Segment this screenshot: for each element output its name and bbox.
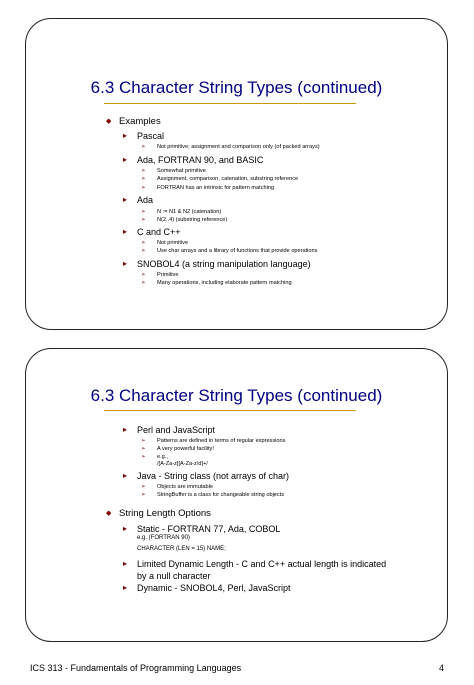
bullet-icon: ▸ <box>123 471 128 480</box>
bullet-text: Dynamic - SNOBOL4, Perl, JavaScript <box>137 583 291 593</box>
bullet-text: Patterns are defined in terms of regular expressions <box>157 438 286 444</box>
slide-2 <box>25 348 448 642</box>
title-underline <box>104 103 356 104</box>
bullet-text: Somewhat primitive <box>157 168 206 174</box>
bullet-text: e.g., <box>157 454 168 460</box>
footer-course: ICS 313 - Fundamentals of Programming Languages <box>30 663 242 673</box>
bullet-icon: ➢ <box>141 209 146 215</box>
bullet-icon: ▸ <box>123 559 128 568</box>
bullet-icon: ▸ <box>123 583 128 592</box>
bullet-icon: ▸ <box>123 131 128 140</box>
bullet-text: by a null character <box>137 571 211 581</box>
bullet-icon: ➢ <box>141 280 146 286</box>
footer-page-number: 4 <box>439 663 445 673</box>
bullet-text: Objects are immutable <box>157 484 213 490</box>
bullet-icon: ➢ <box>141 240 146 246</box>
bullet-text: Perl and JavaScript <box>137 425 216 435</box>
bullet-text: A very powerful facility! <box>157 446 214 452</box>
bullet-icon: ➢ <box>141 446 146 452</box>
bullet-text: Primitive <box>157 272 179 278</box>
bullet-text: Static - FORTRAN 77, Ada, COBOL <box>137 524 281 534</box>
bullet-text: Limited Dynamic Length - C and C++ actual length is indicated <box>137 559 387 569</box>
bullet-icon: ▸ <box>123 524 128 533</box>
bullet-text: StringBuffer is a class for changeable string objects <box>157 492 285 498</box>
bullet-text: N(2..4) (substring reference) <box>157 217 228 223</box>
bullet-icon: ▸ <box>123 195 128 204</box>
bullet-text: Java - String class (not arrays of char) <box>137 471 290 481</box>
bullet-text: Not primitive; assignment and comparison only (of packed arrays) <box>157 144 320 150</box>
bullet-text: CHARACTER (LEN = 15) NAME; <box>137 546 226 552</box>
slide-2-title: 6.3 Character String Types (continued) <box>90 386 383 405</box>
bullet-icon: ➢ <box>141 248 146 254</box>
bullet-text: Examples <box>119 116 161 127</box>
bullet-icon: ➢ <box>141 272 146 278</box>
bullet-icon: ➢ <box>141 217 146 223</box>
bullet-icon: ▸ <box>123 155 128 164</box>
title-underline <box>104 410 356 411</box>
bullet-icon: ➢ <box>141 438 146 444</box>
bullet-icon: ➢ <box>141 492 146 498</box>
bullet-text: N := N1 & N2 (catenation) <box>157 209 222 215</box>
bullet-icon: ➢ <box>141 176 146 182</box>
bullet-icon: ➢ <box>141 144 146 150</box>
bullet-text: Use char arrays and a library of functions that provide operations <box>157 248 318 254</box>
bullet-icon: ◆ <box>106 510 112 517</box>
bullet-text: e.g. (FORTRAN 90) <box>137 535 190 541</box>
bullet-icon: ▸ <box>123 425 128 434</box>
bullet-text: Assignment, comparison, catenation, substring reference <box>157 176 299 182</box>
bullet-text: SNOBOL4 (a string manipulation language) <box>137 259 311 269</box>
bullet-text: Ada <box>137 195 154 205</box>
bullet-icon: ➢ <box>141 484 146 490</box>
bullet-text: Pascal <box>137 131 165 141</box>
bullet-icon: ➢ <box>141 185 146 191</box>
bullet-icon: ➢ <box>141 168 146 174</box>
bullet-text: C and C++ <box>137 227 181 237</box>
bullet-text: /[A-Za-z][A-Za-z\d]+/ <box>157 461 208 467</box>
bullet-icon: ▸ <box>123 227 128 236</box>
slide-1 <box>25 18 448 330</box>
bullet-icon: ◆ <box>106 118 112 125</box>
bullet-text: Not primitive <box>157 240 189 246</box>
bullet-text: FORTRAN has an intrinsic for pattern matching <box>157 185 275 191</box>
slide-1-title: 6.3 Character String Types (continued) <box>90 78 383 97</box>
bullet-text: Ada, FORTRAN 90, and BASIC <box>137 155 264 165</box>
bullet-text: Many operations, including elaborate pattern matching <box>157 280 292 286</box>
bullet-icon: ▸ <box>123 259 128 268</box>
bullet-text: String Length Options <box>119 508 211 519</box>
bullet-icon: ➢ <box>141 454 146 460</box>
